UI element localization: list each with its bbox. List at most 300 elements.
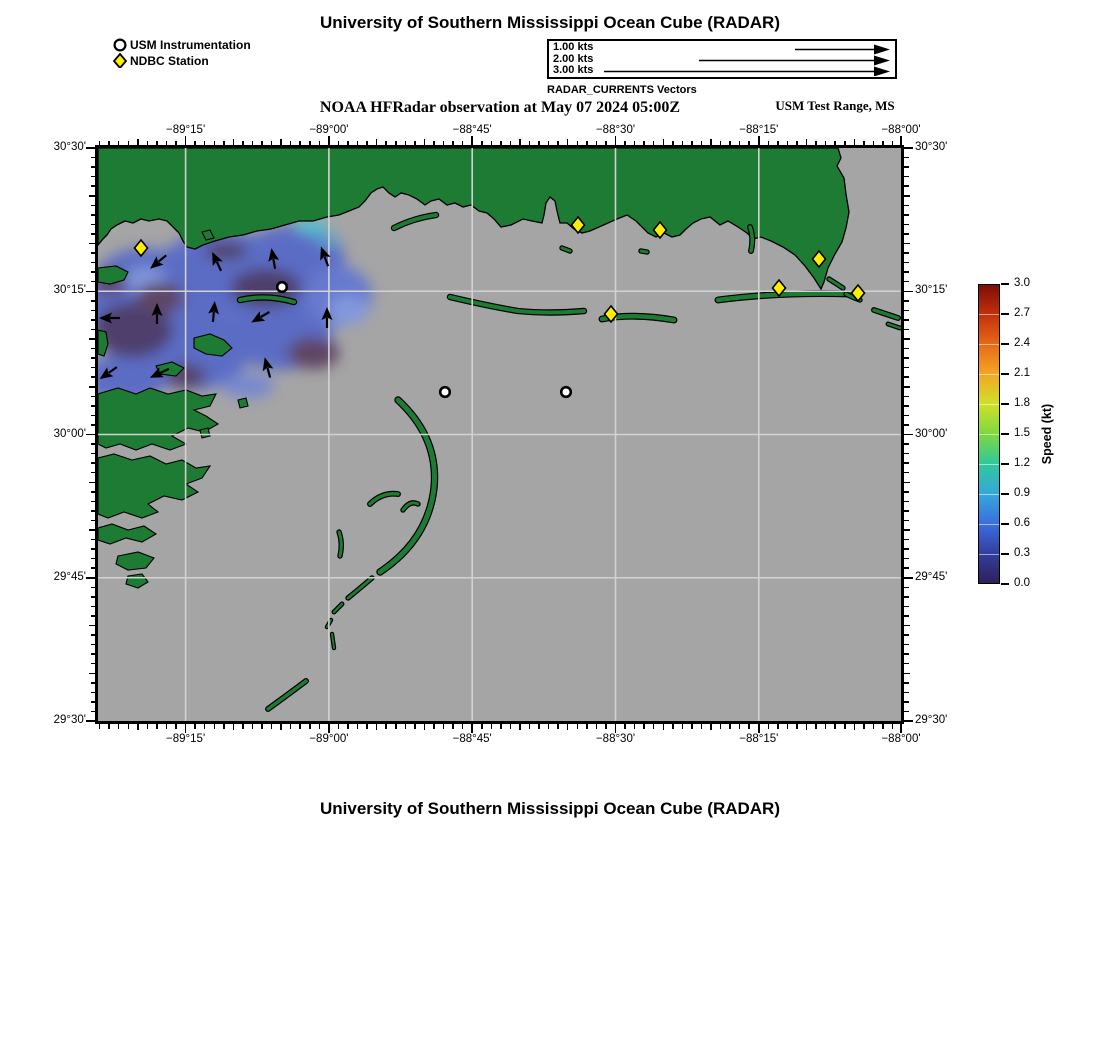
axis-tick	[91, 711, 96, 713]
axis-tick	[443, 724, 445, 729]
axis-tick	[194, 141, 196, 146]
colorbar-tick-label: 2.1	[1014, 367, 1030, 379]
axis-tick	[252, 724, 254, 729]
axis-tick	[844, 141, 846, 146]
axis-tick	[904, 491, 909, 493]
usm-instrument-marker	[277, 282, 287, 292]
axis-tick	[904, 462, 909, 464]
lon-axis-label-top: −88°30'	[595, 124, 636, 136]
axis-tick	[577, 724, 579, 729]
vector-scale-label-2: 2.00 kts	[553, 52, 594, 65]
axis-tick	[653, 724, 655, 729]
axis-tick	[538, 141, 540, 146]
axis-tick	[319, 724, 321, 729]
axis-tick	[280, 139, 282, 145]
axis-tick	[768, 141, 770, 146]
axis-tick	[91, 300, 96, 302]
colorbar-tick-label: 0.6	[1014, 517, 1030, 529]
axis-tick	[252, 141, 254, 146]
axis-tick	[557, 724, 559, 729]
axis-tick	[91, 539, 96, 541]
axis-tick	[414, 141, 416, 146]
axis-tick	[271, 141, 273, 146]
axis-tick	[500, 141, 502, 146]
colorbar-gridline	[979, 404, 999, 405]
colorbar-gridline	[979, 464, 999, 465]
axis-tick	[796, 724, 798, 729]
axis-tick	[882, 141, 884, 146]
axis-tick	[863, 724, 865, 729]
axis-tick	[452, 141, 454, 146]
colorbar-gridline	[979, 524, 999, 525]
axis-tick	[904, 281, 909, 283]
axis-tick	[91, 415, 96, 417]
lon-axis-label-bottom: −88°45'	[452, 733, 492, 745]
axis-tick	[376, 724, 378, 730]
axis-tick	[91, 501, 96, 503]
axis-tick	[796, 141, 798, 146]
axis-tick	[672, 724, 674, 729]
axis-tick	[309, 724, 311, 729]
axis-tick	[166, 141, 168, 146]
axis-tick	[548, 141, 550, 146]
axis-tick	[91, 644, 96, 646]
axis-tick	[904, 482, 910, 484]
legend-item-usm	[112, 36, 251, 52]
axis-tick	[567, 139, 569, 145]
lat-axis-label-right: 30°15'	[915, 284, 948, 297]
axis-tick	[319, 141, 321, 146]
axis-tick	[137, 724, 139, 730]
axis-tick	[91, 462, 96, 464]
colorbar-tick	[1001, 403, 1009, 405]
colorbar-gridline	[979, 344, 999, 345]
colorbar-tick	[1001, 343, 1009, 345]
axis-tick	[904, 214, 909, 216]
axis-tick	[91, 281, 96, 283]
axis-tick	[347, 141, 349, 146]
region-label: USM Test Range, MS	[775, 98, 895, 113]
figure-title-bottom: University of Southern Mississippi Ocean Cube (RADAR)	[319, 799, 780, 818]
axis-tick	[904, 233, 909, 235]
colorbar-tick	[1001, 463, 1009, 465]
axis-tick	[214, 724, 216, 729]
axis-tick	[904, 596, 909, 598]
lon-axis-label-bottom: −88°00'	[881, 733, 921, 745]
colorbar-gridline	[979, 434, 999, 435]
axis-tick	[557, 141, 559, 146]
legend	[112, 36, 251, 68]
axis-tick	[904, 243, 910, 245]
axis-tick	[806, 724, 808, 730]
lat-axis-label-left: 30°30'	[53, 141, 86, 153]
axis-tick	[175, 724, 177, 729]
axis-tick	[854, 724, 856, 730]
axis-tick	[701, 724, 703, 729]
lat-axis-label-left: 29°45'	[53, 570, 86, 583]
axis-tick	[844, 724, 846, 729]
axis-tick	[328, 724, 330, 733]
axis-tick	[720, 141, 722, 146]
axis-tick	[624, 141, 626, 146]
axis-tick	[395, 141, 397, 146]
axis-tick	[433, 724, 435, 729]
axis-tick	[904, 205, 909, 207]
axis-tick	[147, 724, 149, 729]
axis-tick	[710, 724, 712, 730]
lat-axis-label-left: 30°15'	[53, 284, 86, 297]
axis-tick	[424, 724, 426, 730]
lon-axis-label-bottom: −89°15'	[166, 733, 206, 745]
axis-tick	[904, 673, 910, 675]
axis-tick	[729, 141, 731, 146]
axis-tick	[166, 724, 168, 729]
axis-tick	[385, 724, 387, 729]
axis-tick	[643, 724, 645, 729]
axis-tick	[91, 491, 96, 493]
axis-tick	[904, 300, 909, 302]
axis-tick	[91, 252, 96, 254]
axis-tick	[91, 262, 96, 264]
axis-tick	[904, 653, 909, 655]
axis-tick	[854, 139, 856, 145]
axis-tick	[147, 141, 149, 146]
axis-tick	[873, 724, 875, 729]
axis-tick	[834, 141, 836, 146]
axis-tick	[91, 357, 96, 359]
colorbar-tick-label: 0.0	[1014, 577, 1030, 589]
axis-tick	[233, 724, 235, 730]
axis-tick	[462, 141, 464, 146]
axis-tick	[904, 501, 909, 503]
axis-tick	[414, 724, 416, 729]
axis-tick	[596, 724, 598, 729]
axis-tick	[904, 567, 909, 569]
axis-tick	[204, 724, 206, 729]
lon-axis-label-top: −89°00'	[309, 124, 349, 136]
legend-label-ndbc: NDBC Station	[130, 54, 209, 68]
axis-tick	[510, 141, 512, 146]
axis-tick	[91, 185, 96, 187]
axis-tick	[338, 141, 340, 146]
axis-tick	[405, 141, 407, 146]
axis-tick	[91, 348, 96, 350]
axis-tick	[91, 520, 96, 522]
axis-tick	[834, 724, 836, 729]
axis-tick	[825, 141, 827, 146]
axis-tick	[710, 139, 712, 145]
axis-tick	[904, 558, 909, 560]
axis-tick	[904, 147, 913, 149]
colorbar-tick	[1001, 283, 1009, 285]
axis-tick	[596, 141, 598, 146]
axis-tick	[605, 141, 607, 146]
axis-tick	[338, 724, 340, 729]
axis-tick	[529, 724, 531, 729]
lon-axis-label-top: −88°15'	[739, 124, 779, 136]
axis-tick	[86, 577, 95, 579]
axis-tick	[376, 139, 378, 145]
axis-tick	[91, 405, 96, 407]
usm-instrument-marker	[561, 387, 571, 397]
axis-tick	[91, 606, 96, 608]
axis-tick	[904, 415, 909, 417]
axis-tick	[904, 424, 909, 426]
colorbar-tick	[1001, 373, 1009, 375]
axis-tick	[137, 139, 139, 145]
axis-tick	[904, 310, 909, 312]
axis-tick	[529, 141, 531, 146]
vector-scale-label-3: 3.00 kts	[553, 64, 594, 76]
colorbar-tick-label: 3.0	[1014, 277, 1030, 289]
axis-tick	[729, 724, 731, 729]
axis-tick	[825, 724, 827, 729]
axis-tick	[672, 141, 674, 146]
axis-tick	[682, 141, 684, 146]
axis-tick	[739, 141, 741, 146]
colorbar-tick-label: 2.7	[1014, 307, 1030, 319]
axis-tick	[900, 136, 902, 145]
axis-tick	[214, 141, 216, 146]
axis-tick	[491, 141, 493, 146]
colorbar-tick-label: 1.8	[1014, 397, 1030, 409]
axis-tick	[128, 141, 130, 146]
axis-tick	[91, 615, 96, 617]
axis-tick	[538, 724, 540, 729]
lat-axis-label-right: 30°30'	[915, 141, 948, 153]
axis-tick	[91, 166, 96, 168]
axis-tick	[89, 673, 95, 675]
axis-tick	[748, 141, 750, 146]
axis-tick	[653, 141, 655, 146]
vector-scale-arrows	[549, 41, 894, 76]
axis-tick	[739, 724, 741, 729]
marsh-patch	[238, 398, 248, 408]
axis-tick	[443, 141, 445, 146]
axis-tick	[91, 376, 96, 378]
axis-tick	[510, 724, 512, 729]
axis-tick	[904, 720, 913, 722]
axis-tick	[89, 243, 95, 245]
axis-tick	[904, 434, 913, 436]
axis-tick	[904, 376, 909, 378]
axis-tick	[91, 176, 96, 178]
axis-tick	[91, 701, 96, 703]
axis-tick	[242, 141, 244, 146]
axis-tick	[299, 141, 301, 146]
axis-tick	[892, 724, 894, 729]
colorbar-gridline	[979, 554, 999, 555]
axis-tick	[904, 348, 909, 350]
axis-tick	[777, 724, 779, 729]
axis-tick	[491, 724, 493, 729]
axis-tick	[357, 141, 359, 146]
axis-tick	[357, 724, 359, 729]
axis-tick	[904, 291, 913, 293]
axis-tick	[904, 711, 909, 713]
axis-tick	[586, 141, 588, 146]
axis-tick	[904, 329, 909, 331]
lon-axis-label-bottom: −88°15'	[739, 733, 779, 745]
axis-tick	[605, 724, 607, 729]
axis-tick	[519, 139, 521, 145]
axis-tick	[91, 548, 96, 550]
axis-tick	[309, 141, 311, 146]
colorbar-gridline	[979, 374, 999, 375]
axis-tick	[204, 141, 206, 146]
lat-axis-label-left: 29°30'	[53, 714, 86, 726]
colorbar-tick-label: 1.5	[1014, 427, 1030, 439]
colorbar-gridline	[979, 494, 999, 495]
axis-tick	[873, 141, 875, 146]
usm-circle-icon	[112, 36, 128, 52]
axis-tick	[904, 338, 910, 340]
axis-tick	[758, 136, 760, 145]
axis-tick	[904, 262, 909, 264]
axis-tick	[91, 510, 96, 512]
axis-tick	[91, 472, 96, 474]
axis-tick	[663, 139, 665, 145]
axis-tick	[91, 396, 96, 398]
axis-tick	[904, 520, 909, 522]
axis-tick	[86, 147, 95, 149]
axis-tick	[892, 141, 894, 146]
lon-axis-label-top: −88°00'	[881, 124, 921, 136]
axis-tick	[91, 233, 96, 235]
axis-tick	[777, 141, 779, 146]
axis-tick	[261, 724, 263, 729]
map-plot	[95, 145, 904, 724]
axis-tick	[904, 166, 909, 168]
colorbar-tick	[1001, 313, 1009, 315]
axis-tick	[519, 724, 521, 730]
axis-tick	[89, 482, 95, 484]
axis-tick	[280, 724, 282, 730]
axis-tick	[691, 724, 693, 729]
axis-tick	[290, 141, 292, 146]
axis-tick	[634, 141, 636, 146]
axis-tick	[701, 141, 703, 146]
axis-tick	[624, 724, 626, 729]
lon-axis-label-bottom: −88°30'	[595, 733, 636, 745]
axis-tick	[634, 724, 636, 729]
axis-tick	[904, 615, 909, 617]
axis-tick	[91, 558, 96, 560]
axis-tick	[643, 141, 645, 146]
axis-tick	[128, 724, 130, 729]
axis-tick	[452, 724, 454, 729]
axis-tick	[91, 682, 96, 684]
axis-tick	[91, 319, 96, 321]
axis-tick	[86, 434, 95, 436]
colorbar-tick-label: 0.3	[1014, 547, 1030, 559]
axis-tick	[91, 367, 96, 369]
axis-tick	[223, 141, 225, 146]
axis-tick	[86, 720, 95, 722]
vector-scale-label-1: 1.00 kts	[553, 41, 594, 53]
axis-tick	[904, 443, 909, 445]
marsh-patch	[200, 428, 210, 438]
axis-tick	[720, 724, 722, 729]
lon-axis-label-bottom: −89°00'	[309, 733, 349, 745]
axis-tick	[904, 319, 909, 321]
axis-tick	[904, 529, 910, 531]
axis-tick	[185, 136, 187, 145]
axis-tick	[691, 141, 693, 146]
axis-tick	[366, 724, 368, 729]
lat-axis-label-right: 29°30'	[915, 714, 948, 726]
figure-title-top: University of Southern Mississippi Ocean Cube (RADAR)	[319, 13, 780, 32]
axis-tick	[175, 141, 177, 146]
axis-tick	[91, 692, 96, 694]
axis-tick	[89, 625, 95, 627]
axis-tick	[663, 724, 665, 730]
axis-tick	[904, 692, 909, 694]
axis-tick	[366, 141, 368, 146]
axis-tick	[481, 724, 483, 729]
axis-tick	[586, 724, 588, 729]
axis-tick	[91, 157, 96, 159]
colorbar-tick-label: 1.2	[1014, 457, 1030, 469]
axis-tick	[118, 724, 120, 729]
colorbar-tick	[1001, 433, 1009, 435]
axis-tick	[904, 701, 909, 703]
colorbar-gridline	[979, 314, 999, 315]
legend-label-usm: USM Instrumentation	[130, 38, 251, 52]
axis-tick	[471, 724, 473, 733]
axis-tick	[682, 724, 684, 729]
lon-axis-label-top: −88°45'	[452, 124, 492, 136]
axis-tick	[91, 310, 96, 312]
axis-tick	[815, 724, 817, 729]
axis-tick	[904, 396, 909, 398]
axis-tick	[89, 195, 95, 197]
colorbar-tick	[1001, 523, 1009, 525]
axis-tick	[904, 453, 909, 455]
axis-tick	[233, 139, 235, 145]
axis-tick	[904, 577, 913, 579]
axis-tick	[615, 724, 617, 733]
axis-tick	[156, 141, 158, 146]
axis-tick	[768, 724, 770, 729]
axis-tick	[904, 386, 910, 388]
axis-tick	[91, 653, 96, 655]
axis-tick	[347, 724, 349, 729]
axis-tick	[758, 724, 760, 733]
axis-tick	[904, 252, 909, 254]
axis-tick	[900, 724, 902, 733]
legend-item-ndbc	[112, 52, 251, 68]
axis-tick	[99, 141, 101, 146]
ndbc-diamond-icon	[112, 52, 128, 68]
axis-tick	[904, 176, 909, 178]
axis-tick	[91, 453, 96, 455]
usm-instrument-marker	[440, 387, 450, 397]
axis-tick	[904, 185, 909, 187]
axis-tick	[904, 510, 909, 512]
axis-tick	[290, 724, 292, 729]
island	[641, 251, 647, 252]
axis-tick	[156, 724, 158, 729]
axis-tick	[904, 663, 909, 665]
axis-tick	[904, 634, 909, 636]
axis-tick	[89, 338, 95, 340]
colorbar-tick	[1001, 583, 1009, 585]
axis-tick	[904, 548, 909, 550]
axis-tick	[904, 271, 909, 273]
colorbar-tick	[1001, 493, 1009, 495]
axis-tick	[108, 724, 110, 729]
